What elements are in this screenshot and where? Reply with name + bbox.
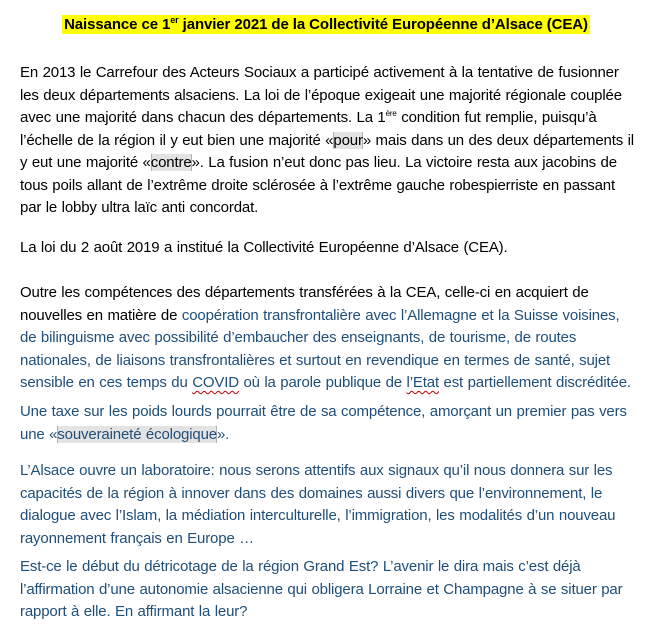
p6-text-1: Est-ce le début du détricotage de la région Grand Est bbox=[20, 558, 371, 575]
p1-quote-contre: contre bbox=[150, 154, 192, 171]
p1-text-4: ». La fusion n’eut donc pas lieu. La victoire resta aux jacobins de tous poils allant de l’extrême droite sclérosée à l’extrême gauche robespierriste en passant par le lobby ultra laïc anti concordat. bbox=[20, 154, 617, 216]
p1-superscript: ère bbox=[385, 109, 397, 118]
p5-text-1: L’Alsace ouvre un laboratoire bbox=[20, 462, 211, 479]
p3-word-letat: l’Etat bbox=[406, 374, 439, 391]
p1-text-1: En 2013 le Carrefour des Acteurs Sociaux a participé activement à la tentative de fusionner les deux départements alsaciens. La loi de l’époque exigeait une majorité régionale couplée avec une majorité dans chacun des départements. La 1 bbox=[20, 64, 622, 126]
document-title bbox=[62, 15, 590, 34]
p1-text-3: » mais dans un des deux départements il y eut une majorité « bbox=[20, 131, 634, 171]
paragraph-grand-est bbox=[20, 556, 635, 624]
p3-text-black: Outre les compétences des départements transférées à la CEA, celle-ci en acquiert de nouvelles en matière de bbox=[20, 284, 589, 324]
p2-text: La loi du 2 août 2019 a institué la Collectivité Européenne d’Alsace (CEA). bbox=[20, 239, 508, 256]
paragraph-fusion-history bbox=[20, 62, 635, 220]
p4-text-1: Une taxe sur les poids lourds pourrait être de sa compétence, amorçant un premier pas vers une « bbox=[20, 403, 627, 443]
p3-word-covid: COVID bbox=[192, 374, 239, 391]
title-superscript: er bbox=[170, 15, 179, 25]
p4-quote-souverainete: souveraineté écologique bbox=[57, 425, 217, 443]
paragraph-competences bbox=[20, 282, 635, 395]
title-wrapper bbox=[0, 15, 652, 34]
p5-text-2: : nous serons attentifs aux signaux qu’il nous donnera sur les capacités de la région à innover dans des domaines aussi divers que l’environnement, le dialogue avec l’Islam, la médiation interculturelle, l’immigration, les modalités d’un nouveau rayonnement français en Europe … bbox=[20, 462, 616, 547]
p4-text-2: ». bbox=[216, 425, 230, 443]
p1-quote-pour: pour bbox=[333, 131, 363, 149]
paragraph-truck-tax bbox=[20, 401, 635, 446]
paragraph-laboratory bbox=[20, 460, 635, 550]
p1-text-2: condition fut remplie, puisqu’à l’échelle de la région il y eut bien une majorité « bbox=[20, 109, 597, 149]
title-text-start: Naissance ce 1 bbox=[64, 16, 171, 33]
title-text-end: janvier 2021 de la Collectivité Européenne d’Alsace (CEA) bbox=[178, 16, 588, 33]
p6-text-3: ? bbox=[239, 603, 248, 620]
p3-text-blue-3: est partiellement discréditée. bbox=[438, 374, 631, 391]
p3-text-blue-2: où la parole publique de bbox=[238, 374, 407, 391]
p6-text-2: ? L’avenir le dira mais c’est déjà l’affirmation d’une autonomie alsacienne qui obligera Lorraine et Champagne à se situer par rapport à elle. En affirmant la leur bbox=[20, 558, 623, 620]
paragraph-law-2019 bbox=[20, 237, 635, 260]
p3-text-blue-1: coopération transfrontalière avec l’Allemagne et la Suisse voisines, de bilinguisme avec possibilité d’embaucher des enseignants, de tourisme, de routes nationales, de liaisons transfrontalières et surtout en revendique en termes de santé, sujet sensible en ces temps du bbox=[20, 306, 620, 391]
